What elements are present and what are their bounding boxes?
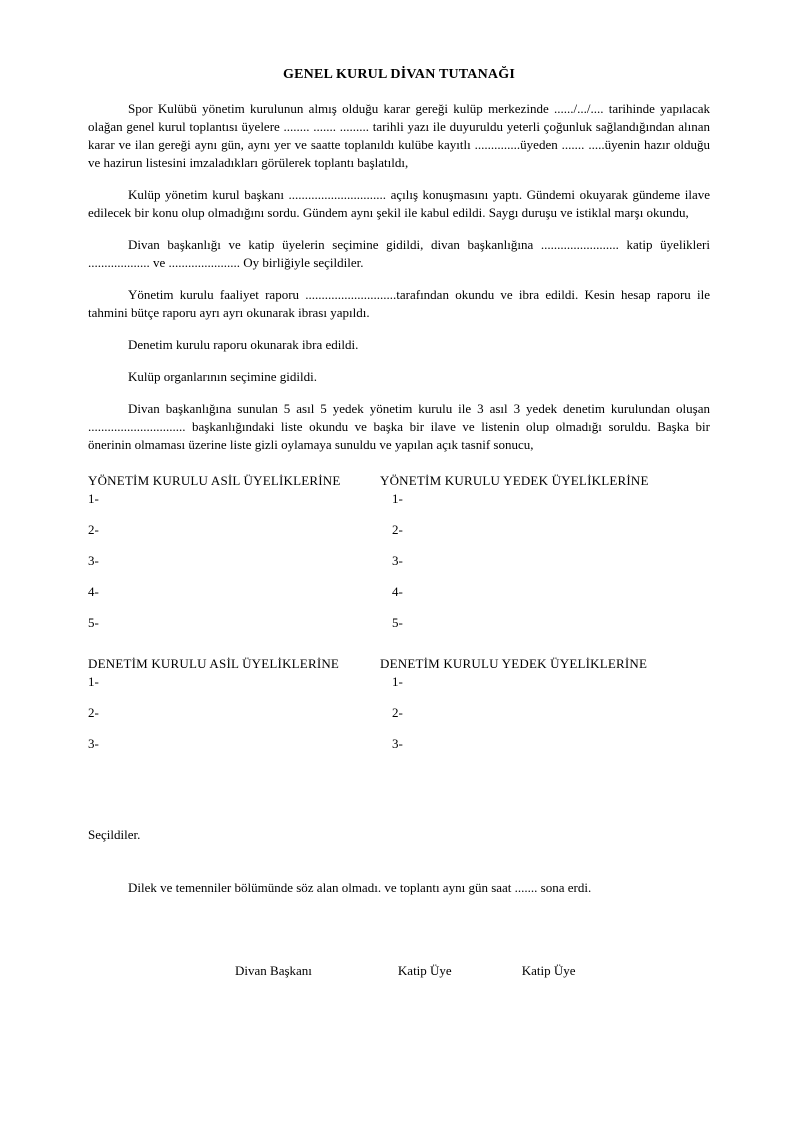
- list-item: 2-: [392, 705, 403, 720]
- list-item: 4-: [392, 584, 403, 599]
- yonetim-asil-header: YÖNETİM KURULU ASİL ÜYELİKLERİNE: [88, 473, 341, 488]
- document-title: GENEL KURUL DİVAN TUTANAĞI: [283, 67, 515, 82]
- list-item: 2-: [392, 522, 403, 537]
- elected-note: Seçildiler.: [88, 827, 141, 842]
- list-item: 5-: [88, 615, 99, 630]
- paragraph-list-vote: Divan başkanlığına sunulan 5 asıl 5 yedek yönetim kurulu ile 3 asıl 3 yedek denetim kurulundan oluşan .............................. başkanlığındaki liste okundu ve başka bir ilave ve listenin olup olmadığı soruldu. Başka bir önerinin olmaması üzerine liste gizli oylamaya sunuldu ve yapılan açık tasnif sonucu,: [88, 401, 710, 452]
- list-item: 2-: [88, 705, 99, 720]
- signature-divan-baskani: Divan Başkanı: [235, 963, 312, 978]
- paragraph-activity-report: Yönetim kurulu faaliyet raporu ............................tarafından okundu ve ibra edildi. Kesin hesap raporu ile tahmini bütçe raporu ayrı ayrı okunarak ibrası yapıldı.: [88, 287, 710, 320]
- list-item: 1-: [88, 491, 99, 506]
- denetim-asil-column: [88, 655, 380, 766]
- paragraph-audit-report: Denetim kurulu raporu okunarak ibra edildi.: [128, 337, 359, 352]
- signature-katip-uye-1: Katip Üye: [397, 963, 452, 978]
- list-item: 3-: [392, 553, 403, 568]
- signature-katip-uye-2: Katip Üye: [521, 963, 576, 978]
- list-item: 1-: [392, 674, 403, 689]
- yonetim-yedek-column: [380, 472, 710, 645]
- yonetim-yedek-header: YÖNETİM KURULU YEDEK ÜYELİKLERİNE: [380, 473, 649, 488]
- list-item: 3-: [392, 736, 403, 751]
- list-item: 3-: [88, 553, 99, 568]
- list-item: 1-: [392, 491, 403, 506]
- paragraph-organ-election: Kulüp organlarının seçimine gidildi.: [128, 369, 317, 384]
- signature-row: [88, 962, 710, 980]
- list-item: 1-: [88, 674, 99, 689]
- paragraph-divan-election: Divan başkanlığı ve katip üyelerin seçimine gidildi, divan başkanlığına ........................ katip üyelikleri ................... ve ...................... Oy birliğiyle seçildiler.: [88, 237, 710, 270]
- denetim-yedek-header: DENETİM KURULU YEDEK ÜYELİKLERİNE: [380, 656, 648, 671]
- denetim-asil-header: DENETİM KURULU ASİL ÜYELİKLERİNE: [88, 656, 340, 671]
- list-item: 3-: [88, 736, 99, 751]
- closing-paragraph: Dilek ve temenniler bölümünde söz alan olmadı. ve toplantı aynı gün saat ....... sona erdi.: [128, 880, 592, 895]
- paragraph-chairman-speech: Kulüp yönetim kurul başkanı .............................. açılış konuşmasını yaptı. Gündemi okuyarak gündeme ilave edilecek bir konu olup olmadığını sordu. Gündem aynı şekil ile kabul edildi. Saygı duruşu ve istiklal marşı okundu,: [88, 187, 710, 220]
- list-item: 4-: [88, 584, 99, 599]
- yonetim-kurulu-lists: [88, 472, 710, 645]
- list-item: 5-: [392, 615, 403, 630]
- paragraph-opening: Spor Kulübü yönetim kurulunun almış olduğu karar gereği kulüp merkezinde ....../.../.... tarihinde yapılacak olağan genel kurul toplantısı üyelere ........ ....... ......... tarihli yazı ile duyuruldu yeterli çoğunluk sağlandığından alınan karar ve ilan gereği aynı gün, aynı yer ve saatte toplanıldı kulübe kayıtlı ..............üyeden ....... .....üyenin hazır olduğu ve hazirun listesini imzaladıkları görülerek toplantı başlatıldı,: [88, 101, 710, 170]
- list-item: 2-: [88, 522, 99, 537]
- denetim-kurulu-lists: [88, 655, 710, 766]
- yonetim-asil-column: [88, 472, 380, 645]
- denetim-yedek-column: [380, 655, 710, 766]
